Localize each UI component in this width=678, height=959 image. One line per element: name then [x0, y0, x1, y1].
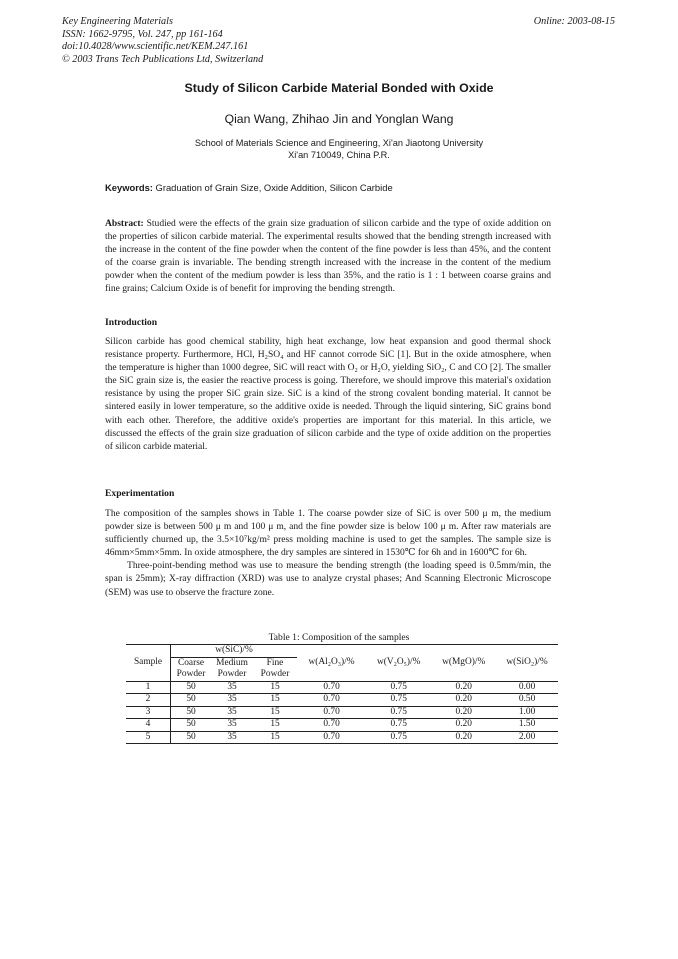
introduction-text: Silicon carbide has good chemical stability, high heat exchange, low heat expansion and good thermal shock resistance property. Furthermore, HCl, H₂SO₄ and HF cannot corrode SiC [1]. But in the oxide atmosphere, when the temperature is higher than 1000 degree, SiC will react with O₂ or H₂O, yielding SiO₂, C and CO [2]. The smaller the SiC grain size is, the easier the reactive process is going. Therefore, we should improve this material's oxidation resistance by using the proper SiC grain size. SiC is a kind of the strong covalent bonding material. It cannot be sintered easily in lower temperature, so the additive oxide is needed. Through the liquid sintering, SiC grains bond with each other. Therefore, the additive oxide's properties are important for this material. In this article, we discussed the effects of the grain size graduation of silicon carbide and the type of oxide addition on the properties of silicon carbide material. — [105, 336, 551, 452]
fine-header-2: Powder — [260, 669, 290, 680]
table-cell: 0.70 — [323, 681, 340, 692]
table-cell: 50 — [171, 719, 212, 732]
table-row — [126, 681, 558, 694]
medium-header-2: Powder — [217, 669, 247, 680]
journal-header — [62, 16, 263, 66]
experimentation-paragraph-2: Three-point-bending method was use to measure the bending strength (the loading speed is 0.5mm/min, the span is 25mm); X-ray diffraction (XRD) was use to analyze crystal phases; And Scanning Electronic Microscope (SEM) was use to observe the fracture zone. — [105, 560, 551, 598]
fine-header-1: Fine — [266, 657, 284, 668]
table-cell: 15 — [270, 731, 280, 742]
table-cell: 0.75 — [390, 706, 407, 717]
table-cell: 0.20 — [455, 719, 472, 730]
introduction-heading: Introduction — [105, 317, 158, 328]
table-cell: 15 — [270, 694, 280, 705]
table-body — [126, 681, 558, 744]
table-cell: 0.20 — [455, 681, 472, 692]
table-caption: Table 1: Composition of the samples — [268, 632, 410, 643]
paper-title: Study of Silicon Carbide Material Bonded with Oxide — [184, 81, 494, 95]
abstract-label: Abstract: — [105, 218, 144, 229]
table-cell: 0.75 — [390, 694, 407, 705]
table-cell: 0.75 — [390, 681, 407, 692]
keywords-text: Graduation of Grain Size, Oxide Addition, Silicon Carbide — [155, 182, 393, 193]
medium-header-1: Medium — [216, 657, 248, 668]
wsic-header: w(SiC)/% — [171, 645, 298, 658]
keywords-label: Keywords: — [105, 182, 153, 193]
sio2-header: w(SiO₂)/% — [506, 657, 548, 668]
table-cell: 1.00 — [518, 706, 536, 717]
abstract-text: Studied were the effects of the grain size graduation of silicon carbide and the type of oxide addition on the properties of silicon carbide material. The experimental results showed that the bending strength increased with the increase in the content of the fine powder when the content of the fine powder is less than 45%, and the content of the coarse grain is invariable. The bending strength increased with the increase in the content of the medium powder when the content of the medium powder is less than 35%, and the ratio is 1 : 1 between coarse grains and fine grains; Calcium Oxide is of benefit for improving the bending strength. — [105, 218, 551, 295]
copyright-line: © 2003 Trans Tech Publications Ltd, Switzerland — [62, 53, 264, 65]
table-cell: 0.70 — [323, 694, 340, 705]
sample-header: Sample — [133, 657, 163, 668]
v2o5-header: w(V₂O₅)/% — [376, 657, 421, 668]
table-cell: 15 — [270, 681, 280, 692]
table-cell: 0.70 — [323, 706, 340, 717]
al2o3-header: w(Al₂O₃)/% — [308, 657, 355, 668]
table-cell: 50 — [171, 694, 212, 707]
experimentation-text — [105, 507, 551, 599]
table-row — [126, 719, 558, 732]
table-cell: 35 — [227, 731, 237, 742]
table-cell: 2.00 — [518, 731, 536, 742]
table-cell: 4 — [145, 719, 151, 730]
authors: Qian Wang, Zhihao Jin and Yonglan Wang — [224, 112, 454, 126]
experimentation-heading: Experimentation — [105, 488, 175, 499]
table-row — [126, 731, 558, 744]
table-cell: 50 — [171, 706, 212, 719]
issn-line: ISSN: 1662-9795, Vol. 247, pp 161-164 — [62, 28, 223, 40]
doi-line[interactable]: doi:10.4028/www.scientific.net/KEM.247.161 — [62, 41, 249, 52]
table-cell: 0.75 — [390, 719, 407, 730]
experimentation-paragraph-1: The composition of the samples shows in Table 1. The coarse powder size of SiC is over 500 μ m, the medium powder size is between 500 μ m and 100 μ m, and the fine powder size is below 100 μ m. After raw materials are sufficiently churned up, the 3.5×10⁷kg/m² press molding machine is used to get the samples. The sample size is 46mm×5mm×5mm. In oxide atmosphere, the dry samples are sintered in 1530℃ for 6h and in 1600℃ for 6h. — [105, 508, 551, 559]
table-cell: 0.70 — [323, 719, 340, 730]
online-date: Online: 2003-08-15 — [533, 16, 615, 27]
table-cell: 15 — [270, 706, 280, 717]
table-cell: 0.20 — [455, 694, 472, 705]
table-row — [126, 706, 558, 719]
table-cell: 35 — [227, 719, 237, 730]
table-cell: 3 — [145, 706, 151, 717]
affiliation-line-1: School of Materials Science and Engineering, Xi'an Jiaotong University — [194, 138, 484, 148]
table-cell: 0.20 — [455, 731, 472, 742]
table-row — [126, 694, 558, 707]
table-cell: 1.50 — [518, 719, 536, 730]
table-cell: 50 — [171, 681, 212, 694]
table-cell: 0.50 — [518, 694, 536, 705]
table-cell: 35 — [227, 694, 237, 705]
table-cell: 0.20 — [455, 706, 472, 717]
abstract — [105, 217, 551, 296]
table-cell: 5 — [145, 731, 151, 742]
journal-name: Key Engineering Materials — [62, 16, 173, 27]
table-cell: 0.75 — [390, 731, 407, 742]
mgo-header: w(MgO)/% — [442, 657, 486, 668]
table-cell: 1 — [145, 681, 151, 692]
table-cell: 0.70 — [323, 731, 340, 742]
keywords — [105, 182, 393, 193]
table-cell: 2 — [145, 694, 151, 705]
table-cell: 35 — [227, 681, 237, 692]
table-cell: 50 — [171, 731, 212, 744]
composition-table — [126, 644, 558, 744]
table-cell: 15 — [270, 719, 280, 730]
affiliation-line-2: Xi'an 710049, China P.R. — [288, 150, 390, 160]
coarse-header-2: Powder — [171, 669, 212, 681]
coarse-header-1: Coarse — [171, 657, 212, 669]
affiliation — [0, 137, 678, 161]
table-cell: 0.00 — [518, 681, 536, 692]
table-cell: 35 — [227, 706, 237, 717]
